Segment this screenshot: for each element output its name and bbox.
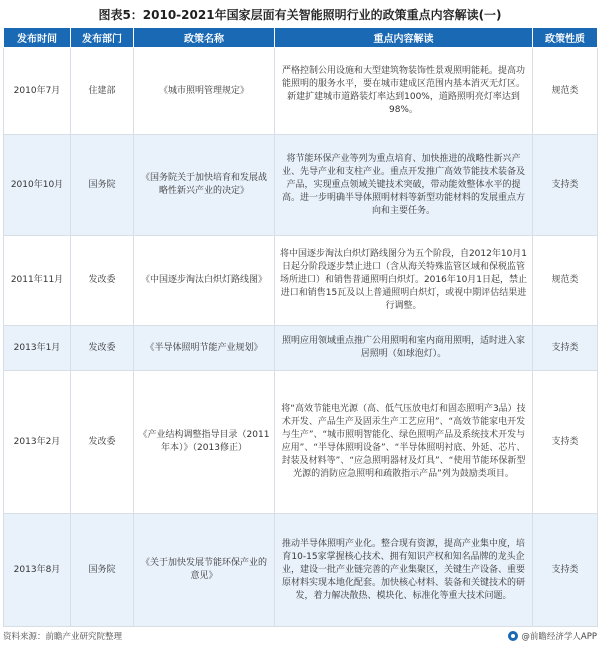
cell-content: 照明应用领域重点推广公用照明和室内商用照明，适时进入家居照明（如球泡灯）。 — [275, 326, 533, 371]
cell-policy-name: 《国务院关于加快培育和发展战略性新兴产业的决定》 — [134, 135, 275, 236]
header-content: 重点内容解读 — [275, 28, 533, 48]
brand — [508, 630, 597, 642]
cell-property: 支持类 — [533, 371, 598, 514]
brand-label: @前瞻经济学人APP — [521, 632, 597, 642]
cell-content: 推动半导体照明产业化。整合现有资源，提高产业集中度，培育10-15家掌握核心技术、拥有知识产权和知名品牌的龙头企业，建设一批产业链完善的产业集聚区，关键生产设备、重要原材料实现本地化配套。加快核心材料、装备和关键技术的研发，着力解决散热、模块化、标准化等重大技术问题。 — [275, 514, 533, 627]
cell-property: 规范类 — [533, 236, 598, 326]
cell-date: 2013年2月 — [4, 371, 71, 514]
cell-policy-name: 《产业结构调整指导目录（2011年本）》（2013修正） — [134, 371, 275, 514]
cell-content: 将节能环保产业等列为重点培育、加快推进的战略性新兴产业、先导产业和支柱产业。重点开发推广高效节能技术装备及产品，实现重点领域关键技术突破，带动能效整体水平的提高。进一步明确半导体照明材料等新型功能材料的发展重点方向和主要任务。 — [275, 135, 533, 236]
cell-date: 2011年11月 — [4, 236, 71, 326]
table-row — [4, 236, 598, 326]
cell-date: 2013年8月 — [4, 514, 71, 627]
source-note: 资料来源：前瞻产业研究院整理 — [3, 632, 123, 642]
cell-date: 2013年1月 — [4, 326, 71, 371]
cell-policy-name: 《关于加快发展节能环保产业的意见》 — [134, 514, 275, 627]
cell-dept: 国务院 — [71, 135, 134, 236]
cell-property: 支持类 — [533, 135, 598, 236]
header-date: 发布时间 — [4, 28, 71, 48]
page-title: 图表5：2010-2021年国家层面有关智能照明行业的政策重点内容解读(一) — [98, 8, 502, 22]
cell-dept: 发改委 — [71, 236, 134, 326]
cell-property: 规范类 — [533, 48, 598, 135]
cell-property: 支持类 — [533, 326, 598, 371]
header-dept: 发布部门 — [71, 28, 134, 48]
cell-content: 严格控制公用设施和大型建筑物装饰性景观照明能耗。提高功能照明的服务水平，要在城市建成区范围内基本消灭无灯区。新建扩建城市道路装灯率达到100%，道路照明亮灯率达到98%。 — [275, 48, 533, 135]
policy-table — [3, 27, 598, 627]
table-row — [4, 135, 598, 236]
table-row — [4, 514, 598, 627]
cell-policy-name: 《城市照明管理规定》 — [134, 48, 275, 135]
header-name: 政策名称 — [134, 28, 275, 48]
cell-dept: 国务院 — [71, 514, 134, 627]
cell-content: 将“高效节能电光源（高、低气压放电灯和固态照明产3品）技术开发、产品生产及固汞生产工艺应用”、“高效节能家电开发与生产”、“城市照明智能化、绿色照明产品及系统技术开发与应用”、“半导体照明设备”、“半导体照明衬底、外延、芯片、封装及材料等”、“应急照明器材及灯具”、“使用节能环保新型光源的消防应急照明和疏散指示产品”列为鼓励类项目。 — [275, 371, 533, 514]
cell-content: 将中国逐步淘汰白炽灯路线图分为五个阶段，自2012年10月1日起分阶段逐步禁止进口（含从海关特殊监管区域和保税监管场所进口）和销售普通照明白炽灯。2016年10月1日起，禁止进口和销售15瓦及以上普通照明白炽灯，或视中期评估结果进行调整。 — [275, 236, 533, 326]
cell-dept: 住建部 — [71, 48, 134, 135]
brand-logo-icon — [508, 631, 518, 641]
footer — [3, 630, 597, 646]
table-row — [4, 326, 598, 371]
table-row — [4, 48, 598, 135]
cell-policy-name: 《中国逐步淘汰白炽灯路线图》 — [134, 236, 275, 326]
header-prop: 政策性质 — [533, 28, 598, 48]
cell-date: 2010年10月 — [4, 135, 71, 236]
cell-property: 支持类 — [533, 514, 598, 627]
cell-policy-name: 《半导体照明节能产业规划》 — [134, 326, 275, 371]
cell-date: 2010年7月 — [4, 48, 71, 135]
table-header-row — [4, 28, 598, 48]
cell-dept: 发改委 — [71, 371, 134, 514]
cell-dept: 发改委 — [71, 326, 134, 371]
table-row — [4, 371, 598, 514]
